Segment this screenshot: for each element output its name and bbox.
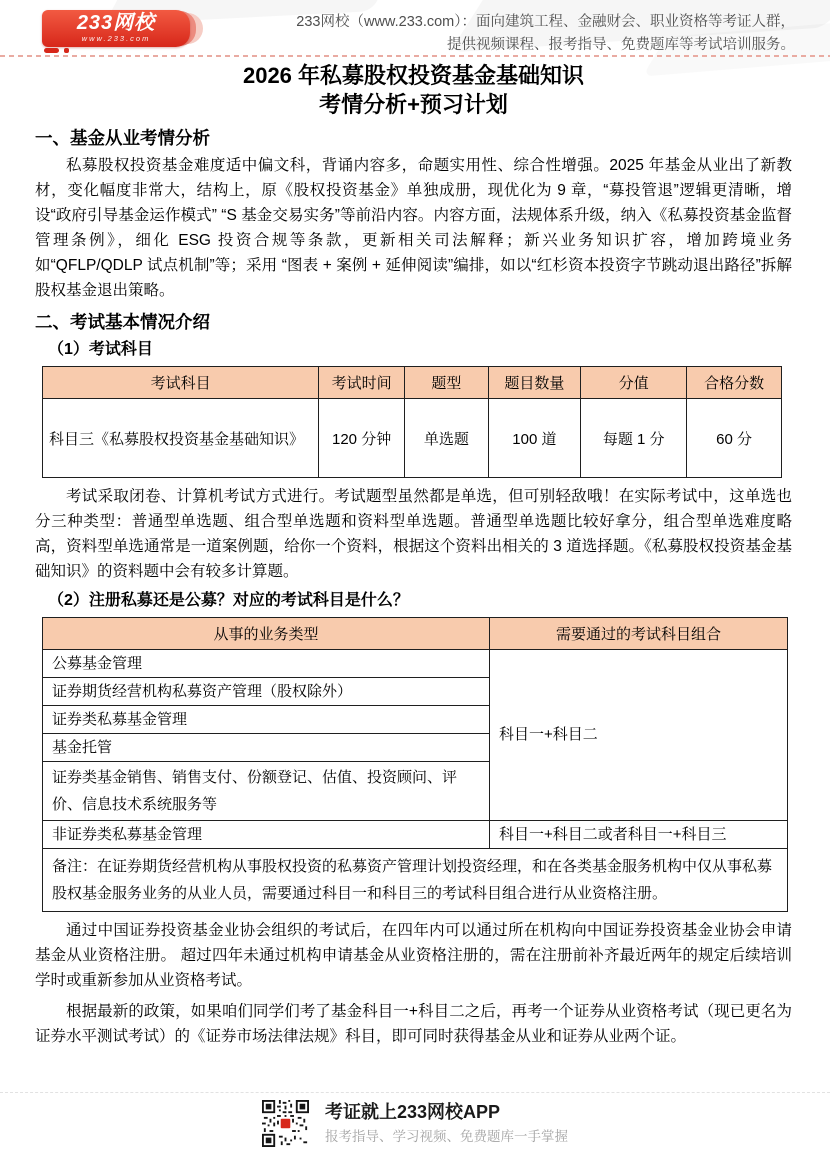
footer-app-promo bbox=[325, 1101, 568, 1146]
table-header-row bbox=[43, 618, 788, 650]
table-cell: 非证券类私募基金管理 bbox=[43, 821, 490, 849]
table-cell: 每题 1 分 bbox=[581, 399, 687, 478]
exam-format-paragraph: 考试采取闭卷、计算机考试方式进行。考试题型虽然都是单选，但可别轻敌哦！在实际考试中，这单选也分三种类型：普通型单选题、组合型单选题和资料型单选题。普通型单选题比较好拿分，组合型单选难度略高，资料型单选通常是一道案例题，给你一个资料，根据这个资料出相关的 3 道选择题。《私募股权投资基金基础知识》的资料题中会有较多计算题。 bbox=[35, 488, 792, 580]
tagline-line-2: 提供视频课程、报考指导、免费题库等考试培训服务。 bbox=[447, 37, 795, 53]
table-cell: 单选题 bbox=[405, 399, 489, 478]
header-cell: 考试时间 bbox=[319, 367, 405, 399]
table-cell: 证券类私募基金管理 bbox=[43, 706, 490, 734]
registration-rules-paragraph: 通过中国证券投资基金业协会组织的考试后，在四年内可以通过所在机构向中国证券投资基金业协会申请基金从业资格注册。 超过四年未通过机构申请基金从业资格注册的，需在注册前补齐最近两年的规定后续培训学时或重新参加从业资格考试。 bbox=[35, 922, 792, 989]
red-dot bbox=[64, 48, 69, 53]
table-row bbox=[43, 821, 788, 849]
header-cell: 分值 bbox=[581, 367, 687, 399]
sub-heading-exam-subjects: （1）考试科目 bbox=[48, 341, 153, 358]
registration-table bbox=[42, 617, 788, 912]
section-2-heading: 二、考试基本情况介绍 bbox=[35, 312, 210, 332]
document-body bbox=[35, 56, 792, 1086]
document-title bbox=[35, 61, 792, 119]
tagline-line-1: 233网校（www.233.com）：面向建筑工程、金融财会、职业资格等考证人群， bbox=[296, 14, 795, 30]
header-cell: 需要通过的考试科目组合 bbox=[490, 618, 788, 650]
logo-url-text: www.233.com bbox=[81, 34, 151, 43]
qr-code bbox=[262, 1100, 309, 1147]
header-cell: 题目数量 bbox=[488, 367, 581, 399]
page-footer bbox=[0, 1100, 830, 1147]
exam-subject-table bbox=[42, 366, 782, 478]
sub-heading-registration: （2）注册私募还是公募？对应的考试科目是什么？ bbox=[48, 592, 409, 609]
table-row bbox=[43, 650, 788, 678]
header-cell: 从事的业务类型 bbox=[43, 618, 490, 650]
title-line-2: 考情分析+预习计划 bbox=[319, 92, 508, 117]
logo-badge bbox=[42, 10, 190, 47]
brand-logo bbox=[42, 10, 190, 47]
dual-certificate-paragraph: 根据最新的政策，如果咱们同学们考了基金科目一+科目二之后，再考一个证券从业资格考试（现已更名为证券水平测试考试）的《证券市场法律法规》科目，即可同时获得基金从业和证券从业两个证。 bbox=[35, 1003, 792, 1045]
header-cell: 题型 bbox=[405, 367, 489, 399]
table-cell: 科目一+科目二或者科目一+科目三 bbox=[490, 821, 788, 849]
section-1-paragraph: 私募股权投资基金难度适中偏文科，背诵内容多，命题实用性、综合性增强。2025 年基金从业出了新教材，变化幅度非常大，结构上，原《股权投资基金》单独成册，现优化为 9 章，“募投管退”逻辑更清晰，增设“政府引导基金运作模式” “S 基金交易实务”等前沿内容。内容方面，法规体系升级，纳入《私募投资基金监督管理条例》，细化 ESG 投资合规等条款，更新相关司法解释；新兴业务知识扩容，增加跨境业务如“QFLP/QDLP 试点机制”等；采用 “图表 + 案例 + 延伸阅读”编排，如以“红杉资本投资字节跳动退出路径”拆解股权基金退出策略。 bbox=[35, 157, 792, 299]
header-cell: 合格分数 bbox=[687, 367, 782, 399]
table-cell: 60 分 bbox=[687, 399, 782, 478]
table-header-row bbox=[43, 367, 782, 399]
red-dash bbox=[44, 48, 59, 53]
table-cell: 公募基金管理 bbox=[43, 650, 490, 678]
table-row bbox=[43, 849, 788, 912]
merged-result-cell: 科目一+科目二 bbox=[490, 650, 788, 821]
logo-brand-text: 233网校 bbox=[76, 12, 156, 34]
footer-divider bbox=[0, 1092, 830, 1093]
footer-app-subtitle: 报考指导、学习视频、免费题库一手掌握 bbox=[325, 1129, 568, 1144]
table-cell: 科目三《私募股权投资基金基础知识》 bbox=[43, 399, 319, 478]
note-cell: 备注：在证券期货经营机构从事股权投资的私募资产管理计划投资经理，和在各类基金服务机构中仅从事私募股权基金服务业务的从业人员，需要通过科目一和科目三的考试科目组合进行从业资格注册。 bbox=[43, 849, 788, 912]
table-cell: 证券类基金销售、销售支付、份额登记、估值、投资顾问、评价、信息技术系统服务等 bbox=[43, 762, 490, 821]
title-line-1: 2026 年私募股权投资基金基础知识 bbox=[242, 63, 585, 88]
table-cell: 基金托管 bbox=[43, 734, 490, 762]
table-cell: 证券期货经营机构私募资产管理（股权除外） bbox=[43, 678, 490, 706]
section-1-heading: 一、基金从业考情分析 bbox=[35, 128, 210, 148]
table-row bbox=[43, 399, 782, 478]
logo-underline-marks bbox=[44, 48, 69, 53]
table-cell: 120 分钟 bbox=[319, 399, 405, 478]
table-cell: 100 道 bbox=[488, 399, 581, 478]
footer-app-title: 考证就上233网校APP bbox=[325, 1102, 501, 1122]
header-tagline bbox=[296, 11, 795, 57]
header-cell: 考试科目 bbox=[43, 367, 319, 399]
